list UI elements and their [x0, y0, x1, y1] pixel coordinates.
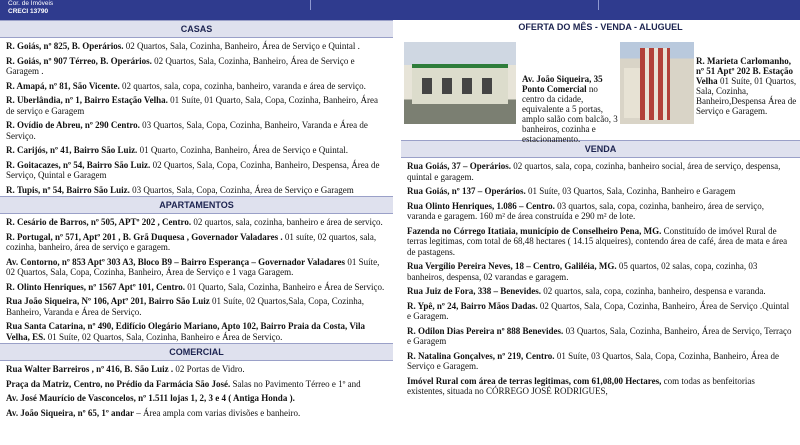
listing-item[interactable]: R. Amapá, nº 81, São Vicente. 02 quartos, sala, copa, cozinha, banheiro, varanda e área de serviço. [6, 80, 366, 91]
listing-item[interactable]: R. Portugal, nº 571, Aptº 201 , B. Grã Duquesa , Governador Valadares . 01 suíte, 02 quartos, sala, cozinha, banheiro, área de serviço e garagem. [6, 231, 377, 252]
top-banner [0, 0, 800, 20]
banner-divider [310, 0, 311, 10]
offer-2-text[interactable]: R. Marieta Carlomanho, nº 51 Aptº 202 B. Estação Velha 01 Suíte, 01 Quartos, Sala, Cozinha, Banheiro,Despensa Área de Serviço e Garagem. [696, 56, 797, 116]
listing-item[interactable]: Rua João Siqueira, Nº 106, Aptº 201, Bairro São Luiz 01 Suíte, 02 Quartos,Sala, Copa, Cozinha, Banheiro, Varanda e Área de Serviço. [6, 296, 365, 317]
logo [8, 0, 74, 20]
listing-item[interactable]: R. Odilon Dias Pereira nº 888 Benevides. 03 Quartos, Sala, Cozinha, Banheiro, Área de Serviço, Terraço e Garagem [407, 325, 792, 346]
offer-1-text[interactable]: Av. João Siqueira, 35 Ponto Comercial no centro da cidade, equivalente a 5 portas, amplo salão com balcão, 3 banheiros, cozinha e estacionamento. [522, 74, 618, 144]
listing-item[interactable]: R. Olinto Henriques, nº 1567 Aptº 101, Centro. 01 Quarto, Sala, Cozinha, Banheiro e Área de Serviço. [6, 281, 385, 292]
right-column [401, 20, 800, 445]
logo-subtitle: Cor. de Imóveis [8, 0, 54, 7]
listing-item[interactable]: Rua Santa Catarina, nº 490, Edifício Olegário Mariano, Apto 102, Bairro Praia da Costa, Vila Velha, ES. 01 Suíte, 02 Quartos, Sala, Cozinha, Banheiro e Área de Serviço. [6, 321, 366, 342]
listing-item[interactable]: R. Uberlândia, nº 1, Bairro Estação Velha. 01 Suíte, 01 Quarto, Sala, Copa, Cozinha, Banheiro, Área de serviço e Garagem [6, 95, 379, 116]
listing-item[interactable]: R. Natalina Gonçalves, nº 219, Centro. 01 Suíte, 03 Quartos, Sala, Copa, Cozinha, Banheiro, Área de Serviço e Garagem. [407, 350, 780, 371]
left-column [0, 20, 393, 445]
listing-item[interactable]: R. Goitacazes, nº 54, Bairro São Luiz. 02 Quartos, Sala, Copa, Cozinha, Banheiro, Despensa, Área de Serviço, Quintal e Garagem [6, 159, 380, 180]
listing-item[interactable]: Rua Goiás, nº 137 – Operários. 01 Suíte, 03 Quartos, Sala, Cozinha, Banheiro e Garagem [407, 186, 736, 196]
listing-item[interactable]: R. Cesário de Barros, nº 505, APTº 202 , Centro. 02 quartos, sala, cozinha, banheiro e área de serviço. [6, 217, 383, 227]
listing-item[interactable]: Rua Walter Barreiros , nº 416, B. São Luiz . 02 Portas de Vidro. [6, 364, 245, 374]
listing-item[interactable]: Rua Vergílio Pereira Neves, 18 – Centro, Galiléia, MG. 05 quartos, 02 salas, copa, cozinha, 03 banheiros, despensa, 02 varandas e garagem. [407, 261, 758, 282]
listing-item[interactable]: Praça da Matriz, Centro, no Prédio da Farmácia São José. Salas no Pavimento Térreo e 1º and [6, 378, 361, 389]
section-header-venda: VENDA [401, 140, 800, 158]
listing-item[interactable]: Fazenda no Córrego Itatiaia, município de Conselheiro Pena, MG. Constituído de imóvel Rural de terras legitimas, com total de 68,48 hectares ( 14.15 alqueires), contendo área de café, área de mata e área de pastagens. [407, 225, 788, 257]
section-header-comercial: COMERCIAL [0, 343, 393, 361]
banner-divider [598, 0, 599, 10]
column-separator [394, 20, 400, 445]
logo-creci: CRECI 13790 [8, 8, 49, 15]
listing-item[interactable]: Imóvel Rural com área de terras legitimas, com 61,08,00 Hectares, com todas as benfeitorias existentes, situada no CÓRREGO JOSÉ RODRIGUES, [407, 375, 755, 396]
building-door [482, 78, 492, 94]
listing-item[interactable]: R. Ypê, nº 24, Bairro Mãos Dadas. 02 Quartos, Sala, Copa, Cozinha, Banheiro, Área de Serviço .Quintal e Garagem. [407, 300, 790, 321]
building-door [442, 78, 452, 94]
section-header-oferta: OFERTA DO MÊS - VENDA - ALUGUEL [401, 20, 800, 34]
apartment-building-photo[interactable] [620, 42, 694, 124]
casas-list [0, 38, 393, 196]
building-side [624, 68, 640, 118]
building-door [422, 78, 432, 94]
apartamentos-list [0, 214, 393, 343]
building-tower [640, 48, 670, 120]
comercial-list [0, 361, 393, 419]
listing-item[interactable]: Av. Contorno, nº 853 Aptº 303 A3, Bloco B9 – Bairro Esperança – Governador Valadares 01 Suíte, 02 Quartos, Sala, Copa, Cozinha, Banheiro, Área de Serviço e 1 vaga Garagem. [6, 256, 380, 277]
commercial-building-photo[interactable] [404, 42, 516, 124]
section-header-casas: CASAS [0, 20, 393, 38]
listing-item[interactable]: R. Goiás, nº 907 Térreo, B. Operários. 02 Quartos, Sala, Cozinha, Banheiro, Área de Serviço e Garagem . [6, 55, 355, 76]
listing-item[interactable]: Rua Goiás, 37 – Operários. 02 quartos, sala, copa, cozinha, banheiro social, área de serviço, despensa, quintal e garagem. [407, 161, 781, 182]
listing-item[interactable]: R. Tupis, nº 54, Bairro São Luiz. 03 Quartos, Sala, Copa, Cozinha, Área de Serviço e Garagem [6, 184, 354, 195]
venda-list [401, 158, 800, 398]
listing-item[interactable]: Av. José Maurício de Vasconcelos, nº 1.511 lojas 1, 2, 3 e 4 ( Antiga Honda ). [6, 393, 295, 403]
section-header-apartamentos: APARTAMENTOS [0, 196, 393, 214]
listing-item[interactable]: R. Ovídio de Abreu, nº 290 Centro. 03 Quartos, Sala, Copa, Cozinha, Banheiro, Varanda e Área de Serviço. [6, 120, 368, 141]
offer-of-month [401, 34, 800, 144]
listing-item[interactable]: R. Goiás, nº 825, B. Operários. 02 Quartos, Sala, Cozinha, Banheiro, Área de Serviço e Quintal . [6, 41, 360, 51]
listing-item[interactable]: Rua Olinto Henriques, 1.086 – Centro. 03 quartos, sala, copa, cozinha, banheiro, área de serviço, varanda e garagem. 160 m² de área construída e 290 m² de lote. [407, 200, 765, 221]
listing-item[interactable]: Av. João Siqueira, nº 65, 1º andar – Área ampla com varias divisões e banheiro. [6, 407, 301, 418]
listing-item[interactable]: Rua Juiz de Fora, 338 – Benevides. 02 quartos, sala, copa, cozinha, banheiro, despensa e varanda. [407, 286, 766, 296]
building-door [462, 78, 472, 94]
listing-item[interactable]: R. Carijós, nº 41, Bairro São Luiz. 01 Quarto, Cozinha, Banheiro, Área de Serviço e Quintal. [6, 145, 348, 155]
